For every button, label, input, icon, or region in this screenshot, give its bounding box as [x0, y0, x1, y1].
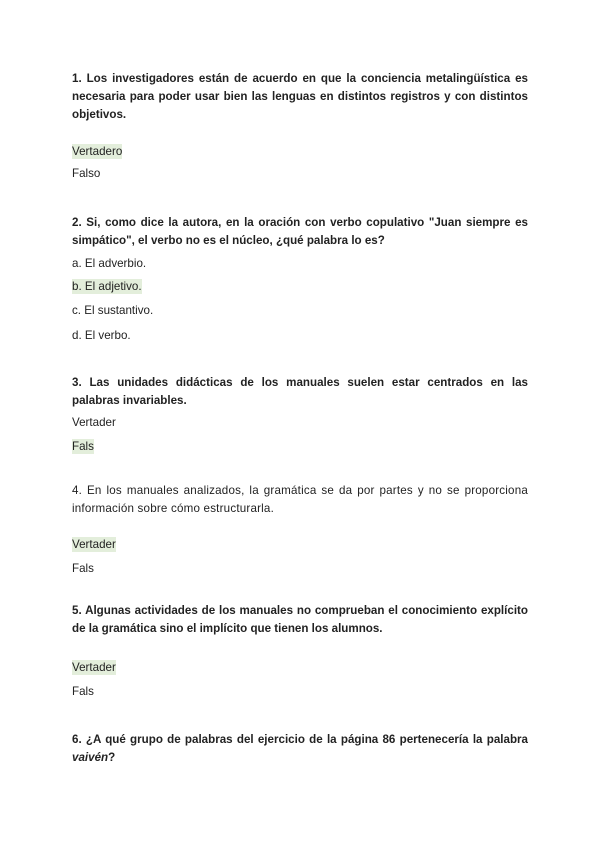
question-5	[72, 602, 528, 638]
question-2-option-d	[72, 327, 528, 345]
question-4-option-2	[72, 560, 528, 578]
option-label: Vertader	[72, 416, 116, 429]
question-2-option-b	[72, 278, 528, 296]
question-6-text-end: ?	[108, 751, 116, 764]
question-6-italic-word: vaivén	[72, 751, 109, 764]
question-2-text: 2. Si, como dice la autora, en la oración con verbo copulativo "Juan siempre es simpático", el verbo no es el núcleo, ¿qué palabra lo es?	[72, 216, 528, 247]
question-2-option-a	[72, 255, 528, 273]
question-2-option-c	[72, 302, 528, 320]
option-label: Vertadero	[72, 145, 123, 158]
question-4-option-1	[72, 536, 528, 554]
question-6-text	[72, 731, 528, 767]
question-3-option-2	[72, 438, 528, 456]
question-5-option-2	[72, 683, 528, 701]
question-4	[72, 482, 528, 518]
question-2	[72, 214, 528, 250]
option-label: Fals	[72, 440, 94, 453]
question-3-option-1	[72, 414, 528, 432]
option-label: Vertader	[72, 538, 116, 551]
question-6-text-main: 6. ¿A qué grupo de palabras del ejercicio de la página 86 pertenecería la palabra	[72, 733, 528, 746]
question-3	[72, 374, 528, 410]
option-label: a. El adverbio.	[72, 257, 147, 270]
option-label: Falso	[72, 167, 101, 180]
question-3-text: 3. Las unidades didácticas de los manuales suelen estar centrados en las palabras invariables.	[72, 376, 528, 407]
question-1	[72, 70, 528, 124]
question-1-option-1	[72, 143, 528, 161]
question-1-text: 1. Los investigadores están de acuerdo en que la conciencia metalingüística es necesaria para poder usar bien las lenguas en distintos registros y con distintos objetivos.	[72, 72, 528, 121]
question-5-option-1	[72, 659, 528, 677]
option-label: Vertader	[72, 661, 116, 674]
question-6	[72, 731, 528, 767]
option-label: Fals	[72, 562, 94, 575]
option-label: Fals	[72, 685, 94, 698]
question-4-text: 4. En los manuales analizados, la gramática se da por partes y no se proporciona información sobre cómo estructurarla.	[72, 484, 528, 515]
option-label: d. El verbo.	[72, 329, 131, 342]
question-5-text: 5. Algunas actividades de los manuales no comprueban el conocimiento explícito de la gramática sino el implícito que tienen los alumnos.	[72, 604, 528, 635]
question-1-option-2	[72, 165, 528, 183]
option-label: b. El adjetivo.	[72, 280, 142, 293]
option-label: c. El sustantivo.	[72, 304, 154, 317]
